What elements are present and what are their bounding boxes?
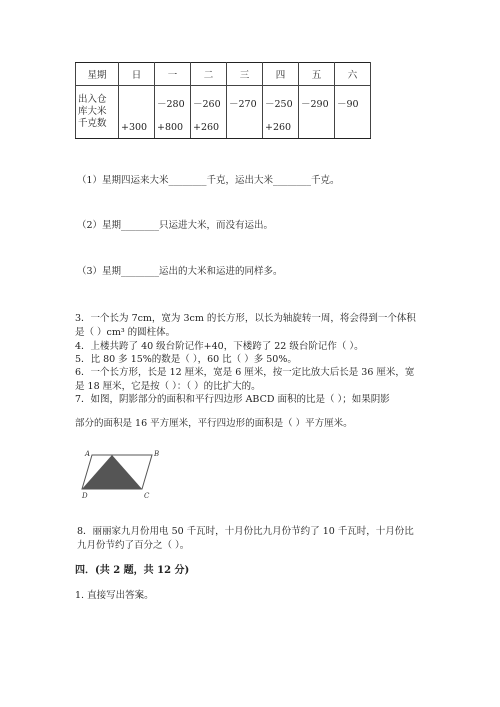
problem-7-line-2: 部分的面积是 16 平方厘米，平行四边形的面积是（ ）平方厘米。: [75, 418, 353, 429]
header-mon: 一: [155, 63, 191, 86]
in-value: +800: [157, 122, 184, 133]
cell-wed: [227, 86, 263, 139]
vertex-d: D: [82, 492, 88, 500]
problem-8-line-2: 九月份节约了百分之（ ）。: [77, 540, 190, 551]
problem-6-line-1: 6．一个长方形，长是 12 厘米，宽是 6 厘米，按一定比放大后长是 36 厘米，宽: [75, 367, 415, 378]
problem-3-line-1: 3．一个长为 7cm，宽为 3cm 的长方形，以长为轴旋转一周，将会得到一个体积: [75, 313, 416, 324]
row-label-line: 出入仓: [78, 94, 107, 105]
problem-4: 4．上楼共跨了 40 级台阶记作+40，下楼跨了 22 级台阶记作（ ）。: [75, 341, 364, 352]
out-value: －260: [193, 99, 221, 110]
header-sun: 日: [119, 63, 155, 86]
out-value: －280: [157, 99, 185, 110]
in-value: +300: [121, 122, 148, 133]
out-value: －250: [265, 99, 293, 110]
out-value: －90: [337, 99, 359, 110]
row-label: [76, 86, 119, 139]
row-label-line: 千克数: [78, 118, 107, 129]
problem-7-line-1: 7．如图，阴影部分的面积和平行四边形 ABCD 面积的比是（ ）；如果阴影: [75, 394, 390, 405]
rice-storage-table: [75, 62, 371, 139]
out-value: －290: [301, 99, 329, 110]
section-4-question-1: 1. 直接写出答案。: [75, 590, 154, 601]
out-value: －270: [229, 99, 257, 110]
header-tue: 二: [191, 63, 227, 86]
in-value: +260: [265, 122, 292, 133]
header-thu: 四: [263, 63, 299, 86]
cell-thu: [263, 86, 299, 139]
vertex-b: B: [154, 450, 160, 458]
section-4-heading: 四．(共 2 题，共 12 分): [75, 565, 190, 576]
header-day-label: 星期: [76, 63, 119, 86]
vertex-c: C: [144, 492, 150, 500]
row-label-line: 库大米: [78, 106, 107, 117]
header-sat: 六: [335, 63, 371, 86]
vertex-a: A: [85, 450, 91, 458]
problem-3-line-2: 是（ ）cm³ 的圆柱体。: [75, 327, 176, 338]
question-2: （2）星期________只运进大米，而没有运出。: [77, 220, 274, 231]
problem-6-line-2: 是 18 厘米，它是按（ ）：（ ）的比扩大的。: [75, 381, 261, 392]
question-1: （1）星期四运来大米________千克，运出大米________千克。: [77, 175, 340, 186]
in-value: +260: [193, 122, 220, 133]
cell-sun: [119, 86, 155, 139]
header-fri: 五: [299, 63, 335, 86]
header-wed: 三: [227, 63, 263, 86]
parallelogram-figure: [80, 446, 160, 500]
cell-mon: [155, 86, 191, 139]
cell-fri: [299, 86, 335, 139]
question-3: （3）星期________运出的大米和运进的同样多。: [77, 266, 283, 277]
problem-8-line-1: 8．丽丽家九月份用电 50 千瓦时，十月份比九月份节约了 10 千瓦时，十月份比: [77, 526, 414, 537]
cell-tue: [191, 86, 227, 139]
cell-sat: [335, 86, 371, 139]
problem-5: 5．比 80 多 15%的数是（ ），60 比（ ）多 50%。: [75, 354, 297, 365]
